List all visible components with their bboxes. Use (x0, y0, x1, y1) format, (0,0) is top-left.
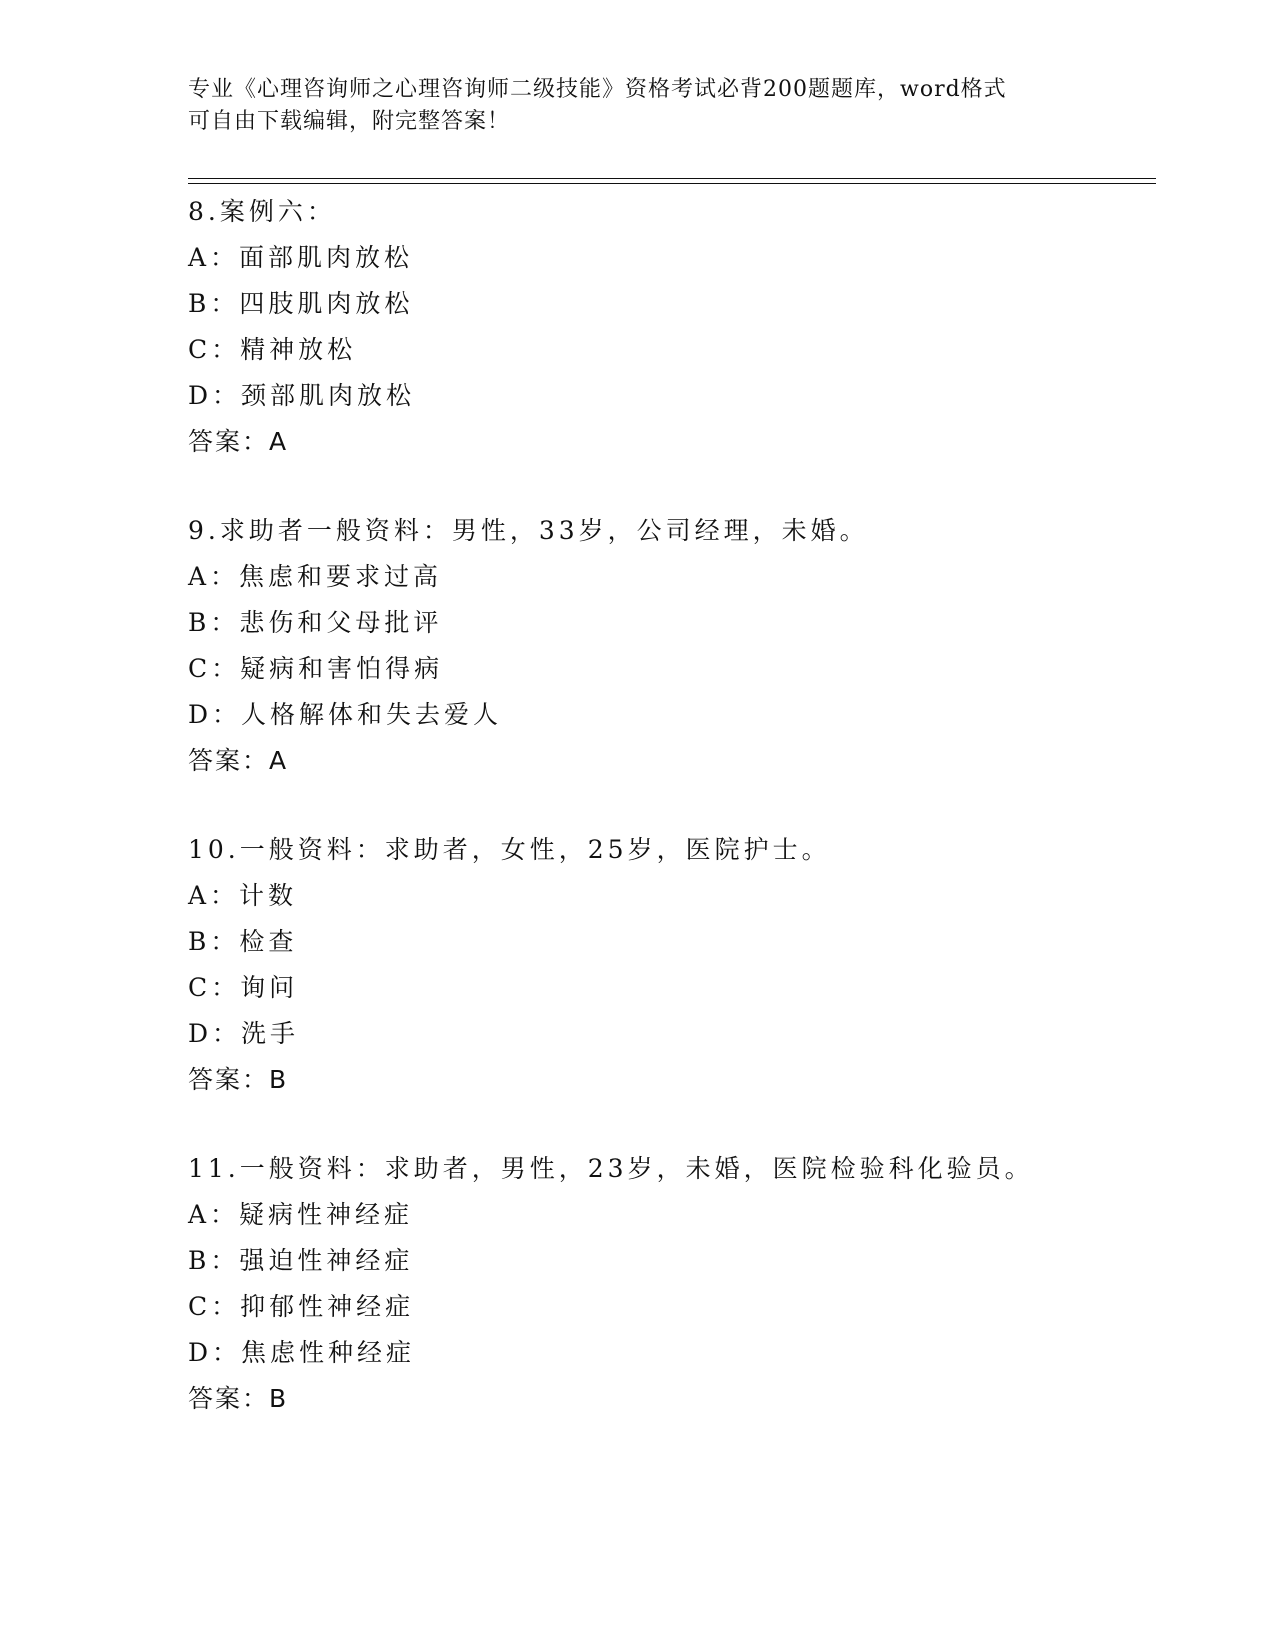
question-stem: 9.求助者一般资料：男性，33岁，公司经理，未婚。 (188, 516, 869, 545)
header-divider-bottom (188, 183, 1156, 184)
option-d: D：焦虑性种经症 (188, 1338, 416, 1367)
option-c: C：询问 (188, 973, 299, 1002)
option-b: B：强迫性神经症 (188, 1246, 414, 1275)
question-item (188, 189, 1148, 465)
answer-label: 答案：A (188, 427, 289, 456)
option-c: C：精神放松 (188, 335, 357, 364)
header-line-2: 可自由下载编辑，附完整答案！ (188, 109, 511, 134)
header-line-1: 专业《心理咨询师之心理咨询师二级技能》资格考试必背200题题库，word格式 (188, 77, 1007, 102)
question-stem: 8.案例六： (188, 197, 336, 226)
question-stem: 11.一般资料：求助者，男性，23岁，未婚，医院检验科化验员。 (188, 1154, 1034, 1183)
option-a: A：面部肌肉放松 (188, 243, 414, 272)
question-item (188, 1146, 1148, 1422)
option-a: A：计数 (188, 881, 298, 910)
document-header (188, 74, 1088, 138)
option-c: C：疑病和害怕得病 (188, 654, 444, 683)
option-d: D：人格解体和失去爱人 (188, 700, 503, 729)
option-a: A：焦虑和要求过高 (188, 562, 443, 591)
option-b: B：四肢肌肉放松 (188, 289, 414, 318)
header-divider-top (188, 178, 1156, 179)
option-a: A：疑病性神经症 (188, 1200, 414, 1229)
option-d: D：洗手 (188, 1019, 300, 1048)
answer-label: 答案：B (188, 1384, 289, 1413)
option-b: B：检查 (188, 927, 298, 956)
answer-label: 答案：B (188, 1065, 289, 1094)
answer-label: 答案：A (188, 746, 289, 775)
option-b: B：悲伤和父母批评 (188, 608, 443, 637)
question-item (188, 508, 1148, 784)
question-stem: 10.一般资料：求助者，女性，25岁，医院护士。 (188, 835, 831, 864)
option-d: D：颈部肌肉放松 (188, 381, 416, 410)
question-item (188, 827, 1148, 1103)
option-c: C：抑郁性神经症 (188, 1292, 415, 1321)
